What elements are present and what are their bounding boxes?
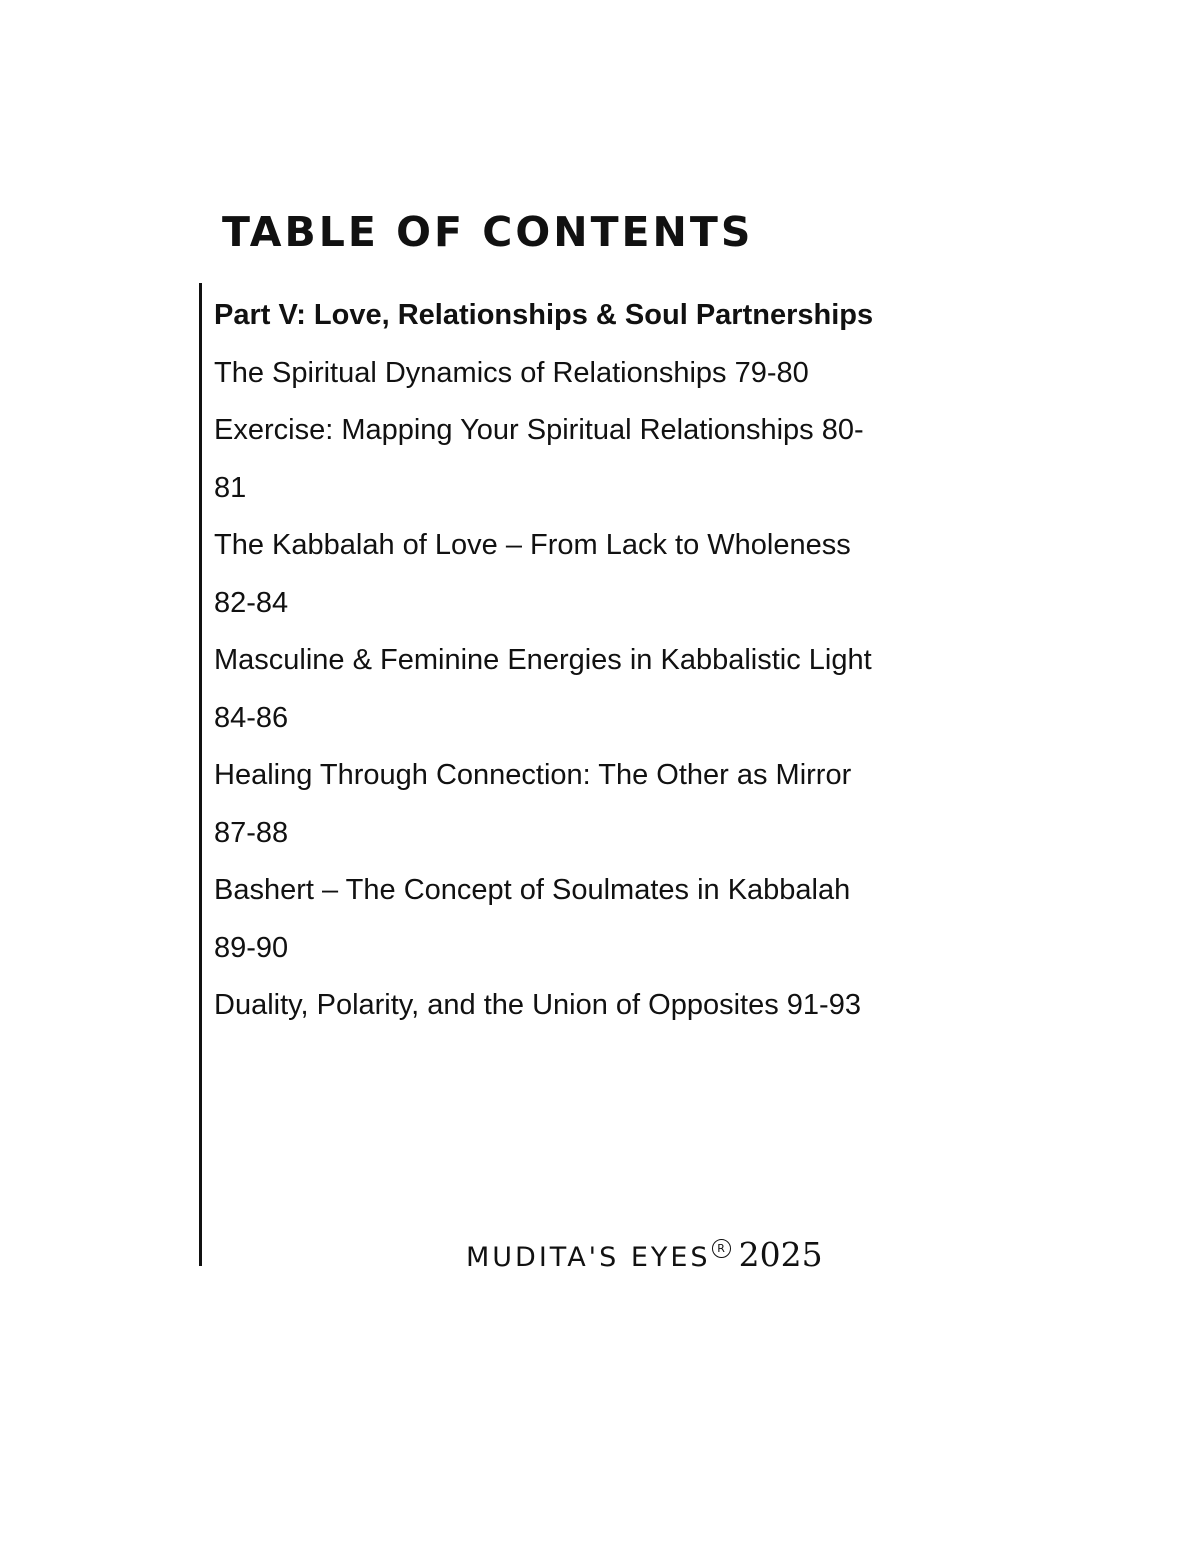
page-title: TABLE OF CONTENTS xyxy=(222,208,754,256)
toc-line: 87-88 xyxy=(214,816,289,849)
footer-copyright xyxy=(466,1235,823,1274)
toc-line: 81 xyxy=(214,471,247,504)
toc-line: 82-84 xyxy=(214,586,289,619)
toc-line: The Spiritual Dynamics of Relationships 79-80 xyxy=(214,356,809,389)
toc-line: The Kabbalah of Love – From Lack to Wholeness xyxy=(214,529,851,561)
part-heading: Part V: Love, Relationships & Soul Partnerships xyxy=(214,299,874,331)
toc-line: 89-90 xyxy=(214,931,289,964)
toc-line: Exercise: Mapping Your Spiritual Relationships 80- xyxy=(214,414,864,446)
toc-line: Duality, Polarity, and the Union of Opposites 91-93 xyxy=(214,989,861,1021)
toc-line: 84-86 xyxy=(214,701,289,734)
footer-brand: MUDITA'S EYES xyxy=(466,1242,711,1273)
table-of-contents xyxy=(214,287,934,1035)
vertical-rule xyxy=(199,283,202,1266)
toc-line: Bashert – The Concept of Soulmates in Kabbalah xyxy=(214,874,851,906)
toc-line: Healing Through Connection: The Other as Mirror xyxy=(214,759,852,791)
toc-line: Masculine & Feminine Energies in Kabbalistic Light xyxy=(214,644,872,676)
footer-year: 2025 xyxy=(738,1235,823,1274)
registered-trademark-icon: R xyxy=(712,1239,731,1258)
